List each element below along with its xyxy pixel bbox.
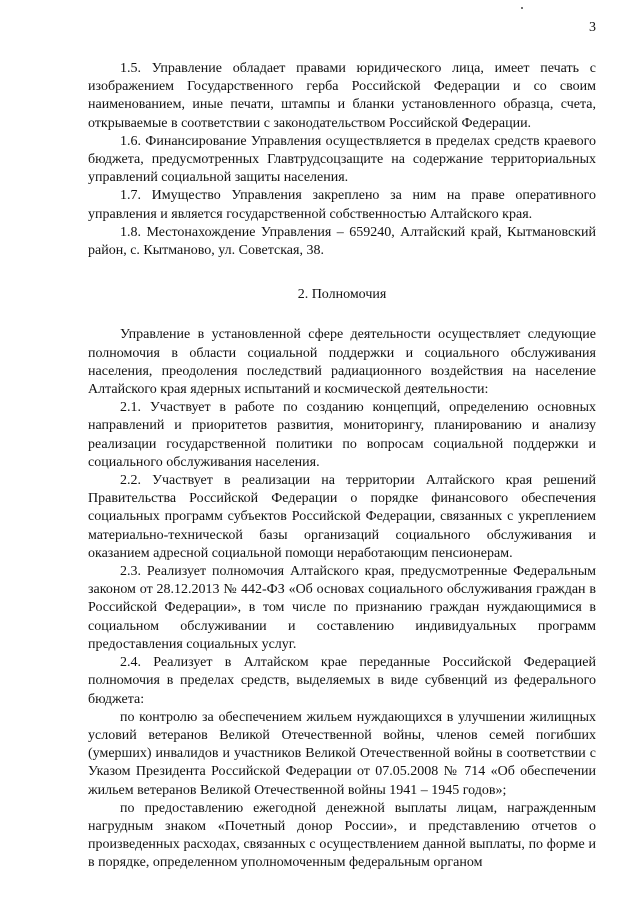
paragraph-2-2: 2.2. Участвует в реализации на территории Алтайского края решений Правительства Российской Федерации о порядке финансового обеспечения социальных программ субъектов Российской Федерации, связанных с укреплением материально-технической базы организаций социального обслуживания и оказанием адресной социальной помощи неработающим пенсионерам. [88, 473, 596, 561]
paragraph-1-7: 1.7. Имущество Управления закреплено за ним на праве оперативного управления и является государственной собственностью Алтайского края. [88, 188, 596, 222]
paragraph-2-3: 2.3. Реализует полномочия Алтайского края, предусмотренные Федеральным законом от 28.12.2013 № 442-ФЗ «Об основах социального обслуживания граждан в Российской Федерации», в том числе по признанию граждан нуждающимися в социальном обслуживании и составлению индивидуальных программ предоставления социальных услуг. [88, 564, 596, 652]
document-body [88, 60, 596, 873]
paragraph-1-6: 1.6. Финансирование Управления осуществляется в пределах средств краевого бюджета, предусмотренных Главтрудсоцзащите на содержание территориальных управлений социальной защиты населения. [88, 133, 596, 186]
paragraph-1-5: 1.5. Управление обладает правами юридического лица, имеет печать с изображением Государственного герба Российской Федерации и со своим наименованием, иные печати, штампы и бланки установленного образца, счета, открываемые в соответствии с законодательством Российской Федерации. [88, 61, 596, 131]
page-number: 3 [589, 20, 596, 35]
scan-speck [521, 7, 523, 9]
paragraph-2-4: 2.4. Реализует в Алтайском крае переданные Российской Федерацией полномочия в пределах средств, выделяемых в виде субвенций из федерального бюджета: [88, 655, 596, 707]
paragraph-2-4-donor: по предоставлению ежегодной денежной выплаты лицам, награжденным нагрудным знаком «Почетный донор России», и представлению отчетов о произведенных расходах, связанных с осуществлением данной выплаты, по форме и в порядке, определенном уполномоченным федеральным органом [88, 800, 596, 871]
section-2-intro: Управление в установленной сфере деятельности осуществляет следующие полномочия в области социальной поддержки и социального обслуживания населения, преодоления последствий радиационного воздействия на население Алтайского края ядерных испытаний и космической деятельности: [88, 327, 596, 398]
paragraph-2-1: 2.1. Участвует в работе по созданию концепций, определению основных направлений и приоритетов развития, мониторингу, планированию и анализу реализации государственной политики по вопросам социальной поддержки и социального обслуживания населения. [88, 400, 596, 470]
paragraph-1-8: 1.8. Местонахождение Управления – 659240, Алтайский край, Кытмановский район, с. Кытманово, ул. Советская, 38. [88, 224, 596, 259]
paragraph-2-4-housing: по контролю за обеспечением жильем нуждающихся в улучшении жилищных условий ветеранов Великой Отечественной войны, членов семей погибших (умерших) инвалидов и участников Великой Отечественной войны в соответствии с Указом Президента Российской Федерации от 07.05.2008 № 714 «Об обеспечении жильем ветеранов Великой Отечественной войны 1941 – 1945 годов»; [88, 709, 596, 798]
section-2-heading: 2. Полномочия [297, 287, 387, 303]
